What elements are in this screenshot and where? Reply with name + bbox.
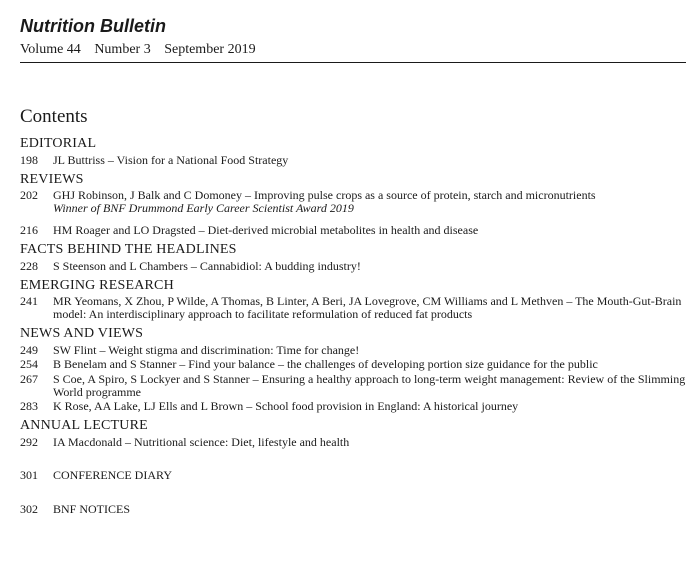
- toc-entry[interactable]: [20, 295, 686, 321]
- toc-entry[interactable]: [20, 358, 686, 371]
- page-number: 301: [20, 467, 38, 482]
- toc-entry-conference-diary[interactable]: [20, 469, 686, 482]
- page-number: 241: [20, 294, 38, 308]
- entry-text: HM Roager and LO Dragsted – Diet-derived microbial metabolites in health and disease: [53, 223, 479, 237]
- section-annual-lecture: ANNUAL LECTURE: [20, 418, 148, 433]
- page-number: 249: [20, 342, 38, 357]
- toc-entry[interactable]: [20, 260, 686, 273]
- section-reviews: REVIEWS: [20, 171, 84, 187]
- toc-entry[interactable]: [20, 373, 686, 399]
- volume: Volume 44: [20, 42, 81, 57]
- entry-text: JL Buttriss – Vision for a National Food Strategy: [53, 152, 289, 167]
- page-number: 202: [20, 188, 38, 202]
- entry-text: CONFERENCE DIARY: [53, 467, 173, 482]
- entry-text: SW Flint – Weight stigma and discrimination: Time for change!: [53, 342, 360, 357]
- section-emerging-research: EMERGING RESEARCH: [20, 277, 174, 293]
- page-number: 302: [20, 501, 38, 516]
- award-note: Winner of BNF Drummond Early Career Scientist Award 2019: [53, 201, 354, 215]
- toc-entry[interactable]: [20, 400, 686, 413]
- entry-title: GHJ Robinson, J Balk and C Domoney – Improving pulse crops as a source of protein, starch and micronutrients: [53, 188, 596, 202]
- toc-entry-bnf-notices[interactable]: [20, 503, 686, 516]
- page-number: 198: [20, 152, 38, 167]
- toc-entry[interactable]: [20, 436, 686, 449]
- entry-text: [53, 189, 686, 215]
- section-editorial: EDITORIAL: [20, 136, 97, 151]
- entry-text: K Rose, AA Lake, LJ Ells and L Brown – School food provision in England: A historical journey: [53, 399, 519, 413]
- page-number: 292: [20, 434, 38, 449]
- issue-date: September 2019: [164, 42, 256, 57]
- page-number: 228: [20, 258, 38, 273]
- contents-heading: Contents: [20, 106, 88, 127]
- toc-entry[interactable]: [20, 344, 686, 357]
- page-number: 267: [20, 371, 38, 386]
- entry-text: MR Yeomans, X Zhou, P Wilde, A Thomas, B Linter, A Beri, JA Lovegrove, CM Williams and L Methven – The Mouth-Gut-Brain model: An interdisciplinary approach to facilitate reformulation of reduced fat products: [53, 294, 682, 321]
- entry-text: S Steenson and L Chambers – Cannabidiol: A budding industry!: [53, 258, 361, 273]
- header-rule: [20, 62, 686, 63]
- toc-entry[interactable]: [20, 154, 686, 167]
- number: Number 3: [94, 42, 151, 57]
- entry-text: IA Macdonald – Nutritional science: Diet, lifestyle and health: [53, 434, 350, 449]
- page-number: 283: [20, 399, 38, 413]
- issue-line: [20, 42, 266, 58]
- section-news-and-views: NEWS AND VIEWS: [20, 326, 144, 341]
- toc-entry[interactable]: [20, 189, 686, 215]
- journal-title: Nutrition Bulletin: [20, 16, 166, 36]
- entry-text: S Coe, A Spiro, S Lockyer and S Stanner – Ensuring a healthy approach to long-term weight management: Review of the Slimming World programme: [53, 371, 686, 399]
- entry-text: B Benelam and S Stanner – Find your balance – the challenges of developing portion size guidance for the public: [53, 357, 598, 371]
- entry-text: BNF NOTICES: [53, 501, 131, 516]
- table-of-contents: [20, 134, 686, 516]
- section-facts-behind-headlines: FACTS BEHIND THE HEADLINES: [20, 242, 237, 257]
- toc-entry[interactable]: [20, 224, 686, 237]
- page-number: 254: [20, 357, 38, 371]
- page-number: 216: [20, 223, 38, 237]
